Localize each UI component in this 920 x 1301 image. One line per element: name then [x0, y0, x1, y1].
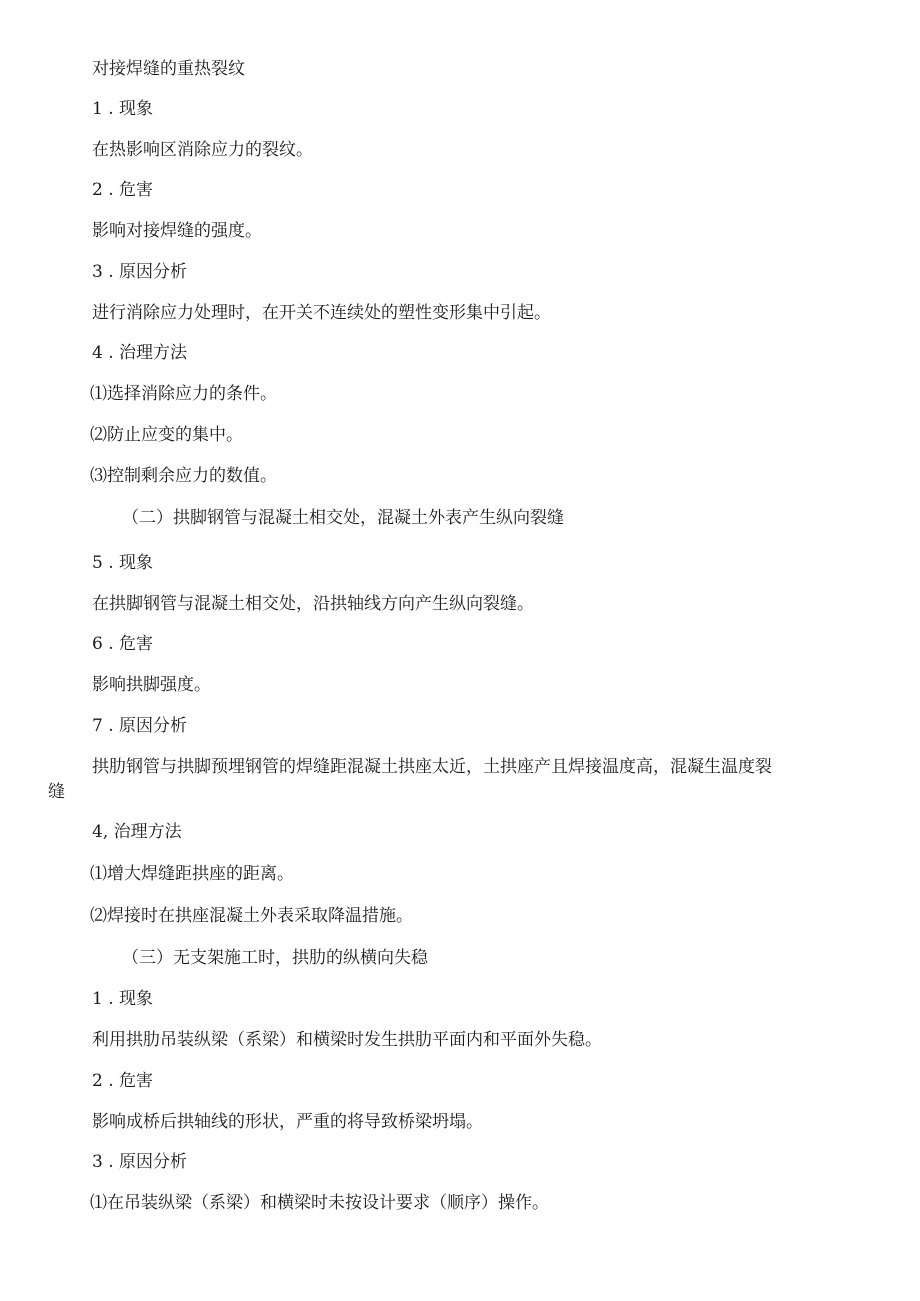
paragraph: 影响成桥后拱轴线的形状，严重的将导致桥梁坍塌。	[92, 1112, 483, 1132]
section-heading: （三）无支架施工时，拱肋的纵横向失稳	[122, 948, 428, 968]
heading-cause: 7 . 原因分析	[92, 716, 188, 736]
heading-phenomenon: 1 . 现象	[92, 989, 154, 1009]
heading-phenomenon: 5 . 现象	[92, 553, 154, 573]
list-item: ⑴在吊装纵梁（系梁）和横梁时未按设计要求（顺序）操作。	[90, 1193, 549, 1213]
paragraph: 在拱脚钢管与混凝土相交处，沿拱轴线方向产生纵向裂缝。	[92, 594, 534, 614]
heading-hazard: 2 . 危害	[92, 1071, 154, 1091]
heading-cause: 3 . 原因分析	[92, 262, 188, 282]
list-item: ⑵防止应变的集中。	[90, 425, 243, 445]
heading-hazard: 6 . 危害	[92, 634, 154, 654]
paragraph: 在热影响区消除应力的裂纹。	[92, 140, 313, 160]
heading-phenomenon: 1 . 现象	[92, 99, 154, 119]
paragraph: 拱肋钢管与拱脚预埋钢管的焊缝距混凝土拱座太近，土拱座产且焊接温度高，混凝生温度裂	[92, 757, 772, 777]
list-item: ⑴增大焊缝距拱座的距离。	[90, 864, 294, 884]
heading-treatment: 4 . 治理方法	[92, 343, 188, 363]
paragraph: 影响对接焊缝的强度。	[92, 221, 262, 241]
heading-treatment: 4, 治理方法	[92, 822, 182, 842]
heading-hazard: 2 . 危害	[92, 180, 154, 200]
heading-cause: 3 . 原因分析	[92, 1152, 188, 1172]
paragraph-continuation: 缝	[48, 782, 65, 802]
paragraph: 影响拱脚强度。	[92, 675, 211, 695]
list-item: ⑴选择消除应力的条件。	[90, 384, 277, 404]
paragraph: 利用拱肋吊装纵梁（系梁）和横梁时发生拱肋平面内和平面外失稳。	[92, 1030, 602, 1050]
list-item: ⑶控制剩余应力的数值。	[90, 466, 277, 486]
title-text: 对接焊缝的重热裂纹	[92, 59, 245, 79]
section-heading: （二）拱脚钢管与混凝土相交处，混凝土外表产生纵向裂缝	[122, 508, 564, 528]
paragraph: 进行消除应力处理时，在开关不连续处的塑性变形集中引起。	[92, 303, 551, 323]
list-item: ⑵焊接时在拱座混凝土外表采取降温措施。	[90, 906, 413, 926]
